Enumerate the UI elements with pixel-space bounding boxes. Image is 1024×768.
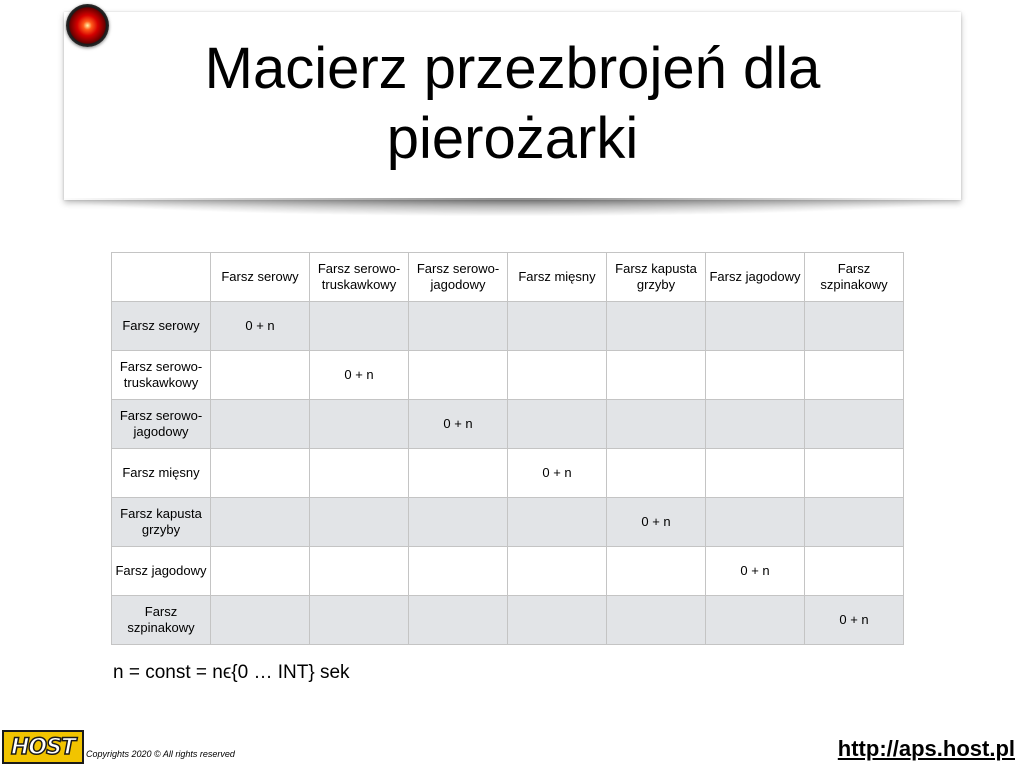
table-cell: [508, 596, 607, 645]
table-row: [112, 351, 904, 400]
table-cell: [706, 498, 805, 547]
table-row: [112, 547, 904, 596]
table-cell: [508, 547, 607, 596]
table-cell: 0 + n: [310, 351, 409, 400]
table-cell: [607, 596, 706, 645]
table-cell: [607, 351, 706, 400]
hal-9000-eye-icon: [66, 4, 109, 47]
table-cell: [805, 351, 904, 400]
table-row: [112, 449, 904, 498]
table-cell: 0 + n: [706, 547, 805, 596]
table-header-row: [112, 253, 904, 302]
row-header-cell: Farsz kapusta grzyby: [112, 498, 211, 547]
table-cell: [607, 449, 706, 498]
row-header-cell: Farsz szpinakowy: [112, 596, 211, 645]
table-cell: 0 + n: [607, 498, 706, 547]
table-cell: [211, 449, 310, 498]
row-header-cell: Farsz serowo-truskawkowy: [112, 351, 211, 400]
table-cell: [310, 498, 409, 547]
table-cell: [409, 596, 508, 645]
copyright-text: Copyrights 2020 © All rights reserved: [86, 749, 235, 759]
column-header-cell: Farsz serowy: [211, 253, 310, 302]
table-row: [112, 596, 904, 645]
column-header-cell: Farsz serowo-jagodowy: [409, 253, 508, 302]
table-cell: [409, 498, 508, 547]
table-cell: [508, 498, 607, 547]
table-cell: [805, 547, 904, 596]
table-cell: [805, 302, 904, 351]
host-logo: [2, 730, 84, 764]
table-cell: [706, 400, 805, 449]
table-cell: [805, 449, 904, 498]
table-cell: [211, 498, 310, 547]
table-cell: [607, 400, 706, 449]
title-card: [64, 12, 961, 200]
site-url-link[interactable]: http://aps.host.pl: [837, 736, 1015, 761]
table-cell: [805, 400, 904, 449]
table-cell: [409, 302, 508, 351]
table-cell: [508, 400, 607, 449]
table-row: [112, 498, 904, 547]
title-card-shadow: [62, 198, 963, 216]
column-header-cell: Farsz kapusta grzyby: [607, 253, 706, 302]
column-header-cell: Farsz jagodowy: [706, 253, 805, 302]
table-cell: [409, 547, 508, 596]
table-corner-cell: [112, 253, 211, 302]
table-cell: [607, 547, 706, 596]
column-header-cell: Farsz mięsny: [508, 253, 607, 302]
column-header-cell: Farsz szpinakowy: [805, 253, 904, 302]
table-cell: [706, 351, 805, 400]
slide-title-line-1: Macierz przezbrojeń dla: [204, 36, 821, 101]
table-cell: [508, 302, 607, 351]
table-cell: [211, 547, 310, 596]
table-cell: 0 + n: [409, 400, 508, 449]
table-row: [112, 400, 904, 449]
table-cell: [211, 351, 310, 400]
table-cell: 0 + n: [211, 302, 310, 351]
slide-title-line-2: pierożarki: [386, 106, 639, 171]
column-header-cell: Farsz serowo-truskawkowy: [310, 253, 409, 302]
table-cell: [211, 400, 310, 449]
table-cell: [310, 449, 409, 498]
row-header-cell: Farsz serowo-jagodowy: [112, 400, 211, 449]
table-row: [112, 302, 904, 351]
table-cell: [607, 302, 706, 351]
row-header-cell: Farsz mięsny: [112, 449, 211, 498]
table-cell: [310, 400, 409, 449]
table-cell: 0 + n: [805, 596, 904, 645]
changeover-matrix-table: [111, 252, 904, 645]
note-formula: n = const = nϵ{0 … INT} sek: [113, 662, 350, 683]
table-cell: [310, 302, 409, 351]
host-logo-text: HOST: [11, 734, 75, 760]
table-cell: [310, 596, 409, 645]
table-cell: [706, 302, 805, 351]
row-header-cell: Farsz serowy: [112, 302, 211, 351]
table-cell: [409, 449, 508, 498]
table-cell: [706, 449, 805, 498]
table-cell: [409, 351, 508, 400]
table-cell: [310, 547, 409, 596]
row-header-cell: Farsz jagodowy: [112, 547, 211, 596]
table-cell: [706, 596, 805, 645]
table-cell: [508, 351, 607, 400]
table-cell: [805, 498, 904, 547]
table-cell: 0 + n: [508, 449, 607, 498]
slide-title: [64, 34, 961, 174]
table-cell: [211, 596, 310, 645]
